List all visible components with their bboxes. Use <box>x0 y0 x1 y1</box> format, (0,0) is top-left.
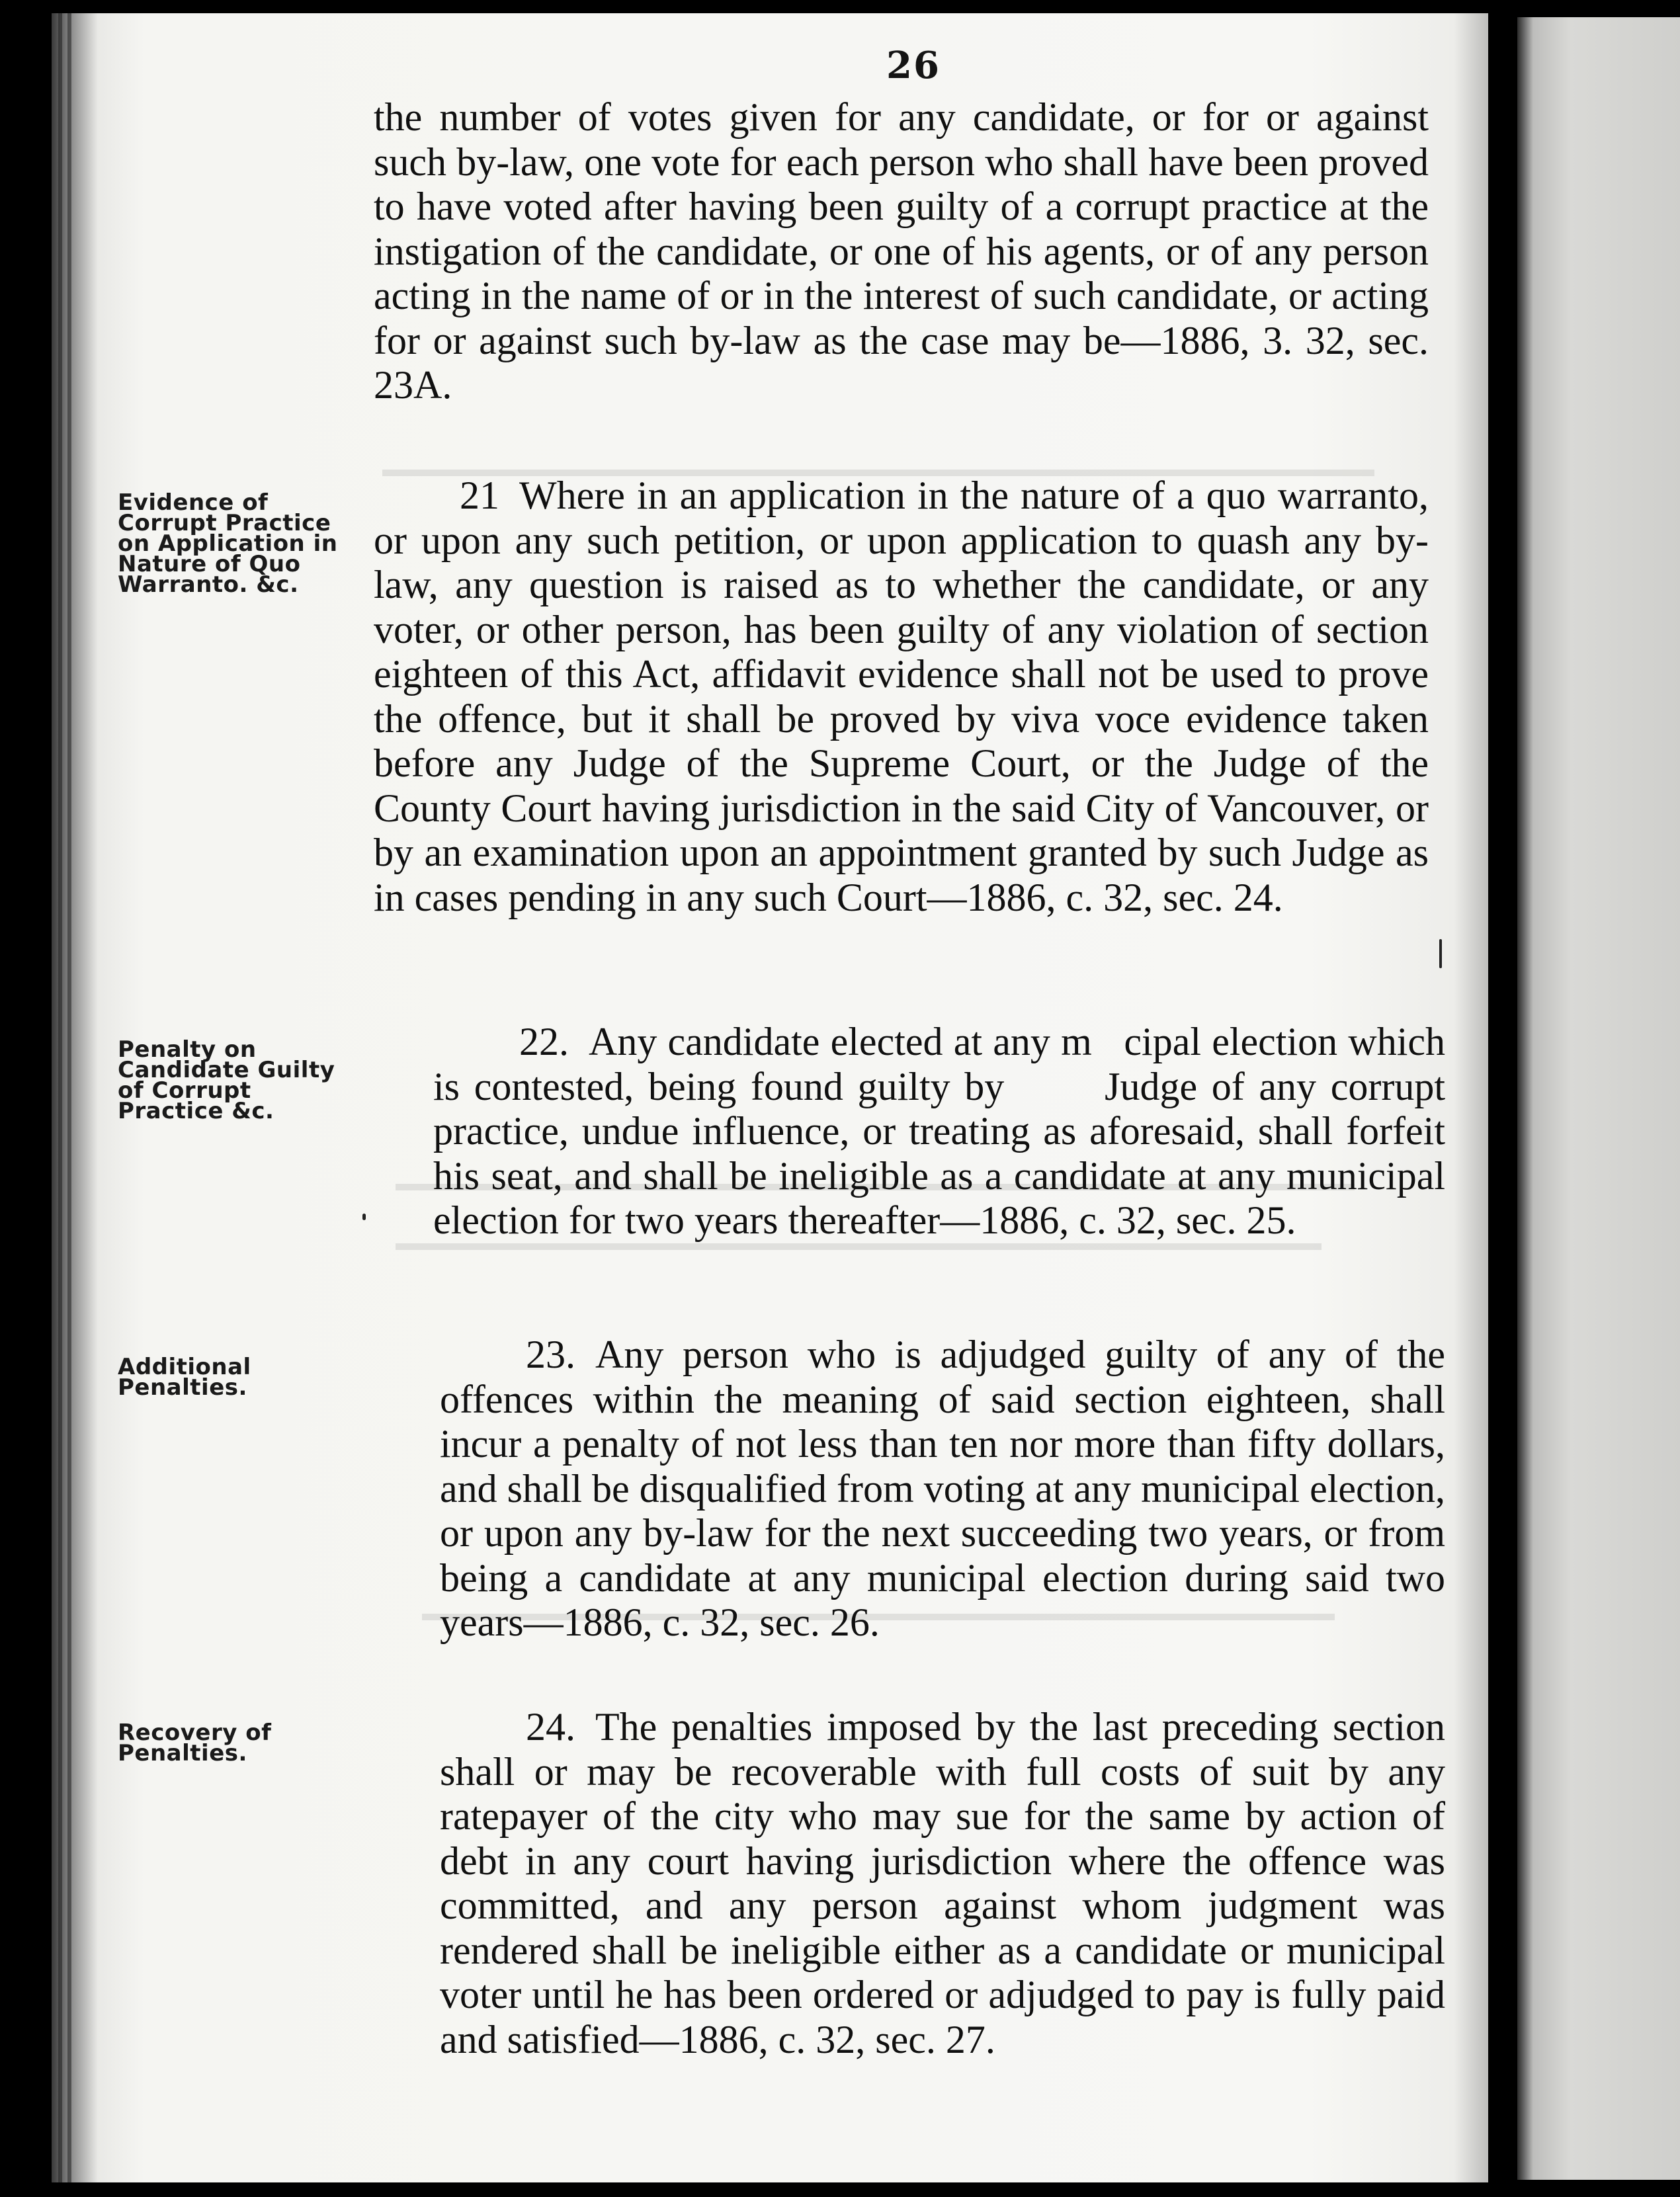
scan-speck <box>1439 939 1442 968</box>
section-number: 24. <box>526 1705 575 1749</box>
margin-note-section-24: Recovery of Penalties. <box>118 1720 272 1766</box>
bleed-through-line <box>396 1243 1322 1250</box>
section-21 <box>374 474 1429 920</box>
section-text: Any person who is adjudged guilty of any of the offences within the meaning of said section eighteen, shall incur a penalty of not less than ten nor more than fifty dollars, and shall be disqualified from voting at any municipal election, or upon any by-law for the next succeeding two years, or from being a candidate at any municipal election during said two years—1886, c. 32, sec. 26. <box>440 1333 1445 1644</box>
adjacent-page-edge <box>1517 17 1680 2180</box>
page-number: 26 <box>886 44 941 87</box>
margin-note-section-21: Evidence of Corrupt Practice on Application in Nature of Quo Warranto. &c. <box>118 489 338 598</box>
binding-gutter-line <box>67 13 71 2182</box>
binding-gutter-line <box>58 13 62 2182</box>
section-number: 23. <box>526 1333 575 1376</box>
section-22 <box>433 1020 1445 1243</box>
section-23 <box>440 1333 1445 1645</box>
section-24 <box>440 1705 1445 2062</box>
section-text: Any candidate elected at any m cipal election which is contested, being found guilty by Judge of any corrupt practice, undue influence, or treating as aforesaid, shall forfeit his seat, and shall be ineligible as a candidate at any municipal election for two years thereafter—1886, c. 32, sec. 25. <box>433 1020 1445 1242</box>
section-number: 21 <box>460 474 499 517</box>
section-text: The penalties imposed by the last preceding section shall or may be recoverable with full costs of suit by any ratepayer of the city who may sue for the same by action of debt in any court having jurisdiction where the offence was committed, and any person against whom judgment was rendered shall be ineligible either as a candidate or municipal voter until he has been ordered or adjudged to pay is fully paid and satisfied—1886, c. 32, sec. 27. <box>440 1705 1445 2061</box>
margin-note-section-22: Penalty on Candidate Guilty of Corrupt Practice &c. <box>118 1036 335 1124</box>
scan-speck <box>362 1214 366 1220</box>
continued-paragraph: the number of votes given for any candidate, or for or against such by-law, one vote for each person who shall have been proved to have voted after having been guilty of a corrupt practice at the instigation of the candidate, or one of his agents, or of any person acting in the name of or in the interest of such candidate, or acting for or against such by-law as the case may be—1886, 3. 32, sec. 23A. <box>374 95 1429 407</box>
section-text: Where in an application in the nature of a quo warranto, or upon any such petition, or upon application to quash any by-law, any question is raised as to whether the candidate, or any voter, or other person, has been guilty of any violation of section eighteen of this Act, affidavit evidence shall not be used to prove the offence, but it shall be proved by viva voce evidence taken before any Judge of the Supreme Court, or the Judge of the County Court having jurisdiction in the said City of Vancouver, or by an examination upon an appointment granted by such Judge as in cases pending in any such Court—1886, c. 32, sec. 24. <box>374 474 1429 919</box>
margin-note-section-23: Additional Penalties. <box>118 1354 251 1401</box>
section-number: 22. <box>519 1020 569 1063</box>
